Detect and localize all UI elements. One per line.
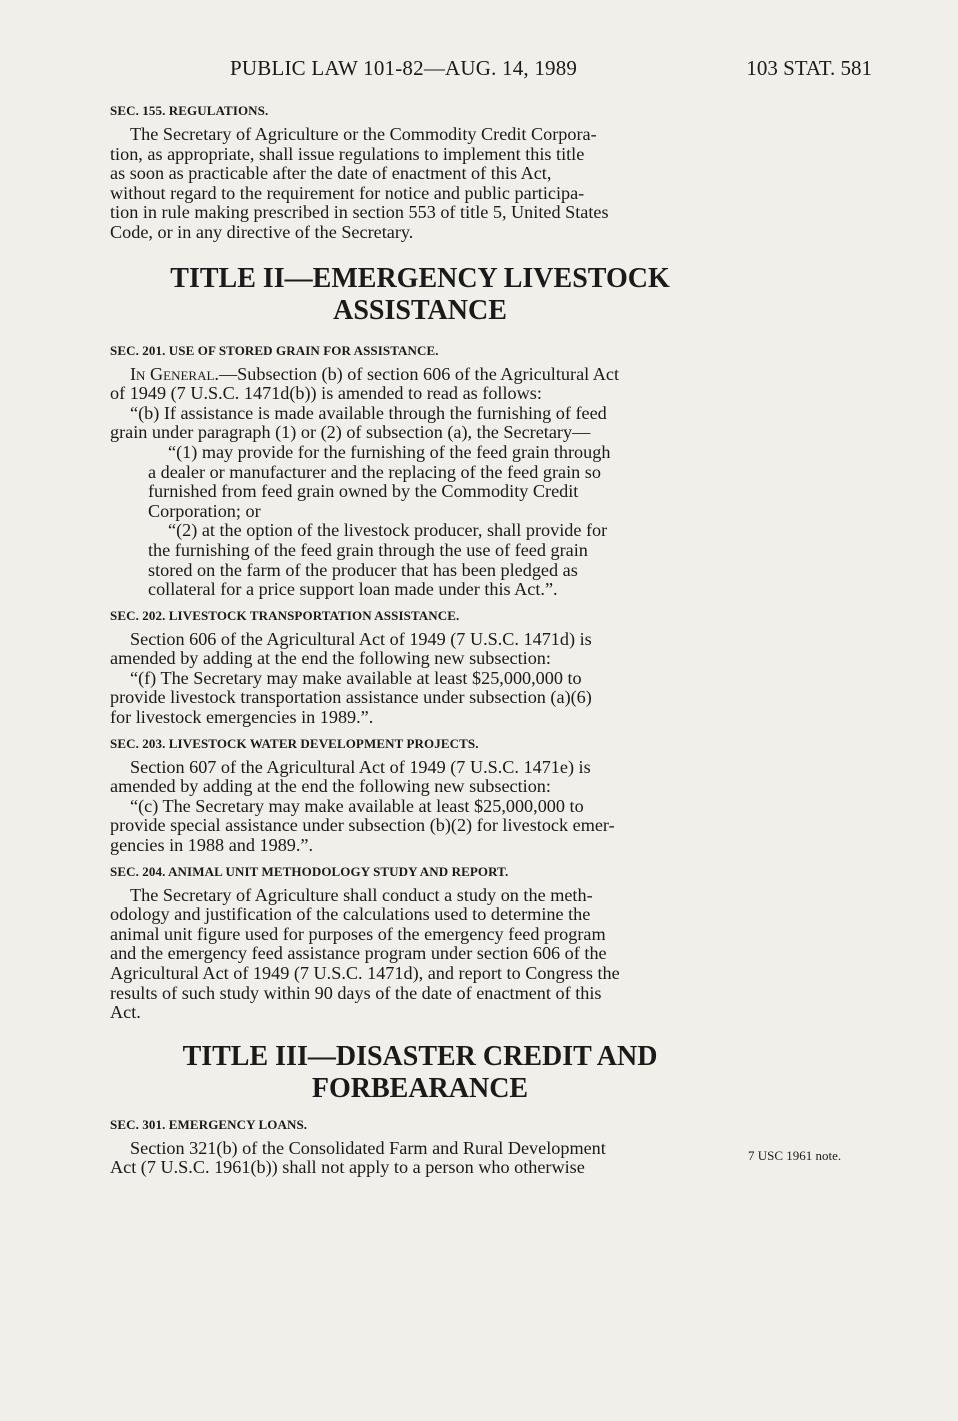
sec201-first-line: —Subsection (b) of section 606 of the Agricultural Act [218, 363, 619, 384]
lead-in-general: In General. [130, 363, 219, 384]
sec155-line: tion, as appropriate, shall issue regulations to implement this title [110, 143, 585, 164]
sec204-line: animal unit figure used for purposes of the emergency feed program [110, 923, 606, 944]
section-heading-155: SEC. 155. REGULATIONS. [110, 103, 269, 118]
sec155-line: The Secretary of Agriculture or the Commodity Credit Corpora- [130, 124, 597, 144]
sec201-item2-line: “(2) at the option of the livestock producer, shall provide for [168, 520, 608, 541]
section-heading-204: SEC. 204. ANIMAL UNIT METHODOLOGY STUDY AND REPORT. [110, 863, 509, 879]
sec202-line: provide livestock transportation assistance under subsection (a)(6) [110, 687, 592, 708]
sec201-item2-line: stored on the farm of the producer that has been pledged as [148, 559, 578, 580]
sec203-line: “(c) The Secretary may make available at least $25,000,000 to [130, 795, 584, 816]
sec201-item1-line: furnished from feed grain owned by the Commodity Credit [148, 481, 579, 502]
law-title: PUBLIC LAW 101-82—AUG. 14, 1989 [230, 56, 578, 80]
sec201-item1-line: Corporation; or [148, 500, 261, 521]
margin-note-usc: 7 USC 1961 note. [748, 1148, 842, 1163]
sec204-line: Agricultural Act of 1949 (7 U.S.C. 1471d), and report to Congress the [110, 963, 620, 983]
title-ii-line1: TITLE II—EMERGENCY LIVESTOCK [170, 262, 670, 294]
sec202-line: Section 606 of the Agricultural Act of 1949 (7 U.S.C. 1471d) is [130, 628, 592, 649]
sec203-line: provide special assistance under subsection (b)(2) for livestock emer- [110, 815, 615, 836]
sec155-line: Code, or in any directive of the Secretary. [110, 221, 414, 242]
sec203-line: gencies in 1988 and 1989.”. [110, 835, 314, 856]
sec202-line: “(f) The Secretary may make available at least $25,000,000 to [130, 667, 582, 688]
sec204-line: The Secretary of Agriculture shall conduct a study on the meth- [130, 884, 593, 905]
sec204-line: and the emergency feed assistance program under section 606 of the [110, 943, 607, 964]
sec201-item1-line: “(1) may provide for the furnishing of the feed grain through [168, 441, 611, 462]
sec201-item1-line: a dealer or manufacturer and the replacing of the feed grain so [148, 461, 601, 482]
sec202-line: for livestock emergencies in 1989.”. [110, 707, 374, 728]
sec155-line: as soon as practicable after the date of enactment of this Act, [110, 163, 552, 184]
section-heading-301: SEC. 301. EMERGENCY LOANS. [110, 1116, 308, 1132]
section-heading-201: SEC. 201. USE OF STORED GRAIN FOR ASSISTANCE. [110, 342, 439, 358]
page-number: 103 STAT. 581 [746, 56, 872, 80]
sec201-line: “(b) If assistance is made available through the furnishing of feed [130, 402, 607, 423]
sec204-line: results of such study within 90 days of the date of enactment of this [110, 982, 602, 1003]
sec301-line: Section 321(b) of the Consolidated Farm and Rural Development [130, 1137, 606, 1158]
sec201-line: grain under paragraph (1) or (2) of subsection (a), the Secretary— [110, 422, 591, 443]
sec203-line: amended by adding at the end the following new subsection: [110, 776, 551, 797]
sec201-item2-line: the furnishing of the feed grain through the use of feed grain [148, 539, 588, 560]
sec201-line [110, 365, 730, 385]
sec155-line: tion in rule making prescribed in section 553 of title 5, United States [110, 202, 609, 223]
sec201-item2-line: collateral for a price support loan made under this Act.”. [148, 579, 558, 600]
page-header [110, 56, 872, 86]
sec301-line: Act (7 U.S.C. 1961(b)) shall not apply to a person who otherwise [110, 1157, 585, 1178]
sec202-line: amended by adding at the end the following new subsection: [110, 648, 551, 669]
section-heading-202: SEC. 202. LIVESTOCK TRANSPORTATION ASSISTANCE. [110, 607, 460, 623]
main-column [110, 103, 730, 1178]
sec204-line: Act. [110, 1002, 141, 1023]
sec204-line: odology and justification of the calculations used to determine the [110, 904, 591, 925]
sec203-line: Section 607 of the Agricultural Act of 1949 (7 U.S.C. 1471e) is [130, 756, 591, 777]
sec155-line: without regard to the requirement for notice and public participa- [110, 182, 585, 203]
section-heading-203: SEC. 203. LIVESTOCK WATER DEVELOPMENT PROJECTS. [110, 735, 479, 751]
title-ii-line2: ASSISTANCE [333, 294, 507, 326]
sec201-line: of 1949 (7 U.S.C. 1471d(b)) is amended to read as follows: [110, 383, 542, 404]
title-iii-line2: FORBEARANCE [311, 1072, 529, 1104]
title-iii-line1: TITLE III—DISASTER CREDIT AND [182, 1040, 658, 1072]
